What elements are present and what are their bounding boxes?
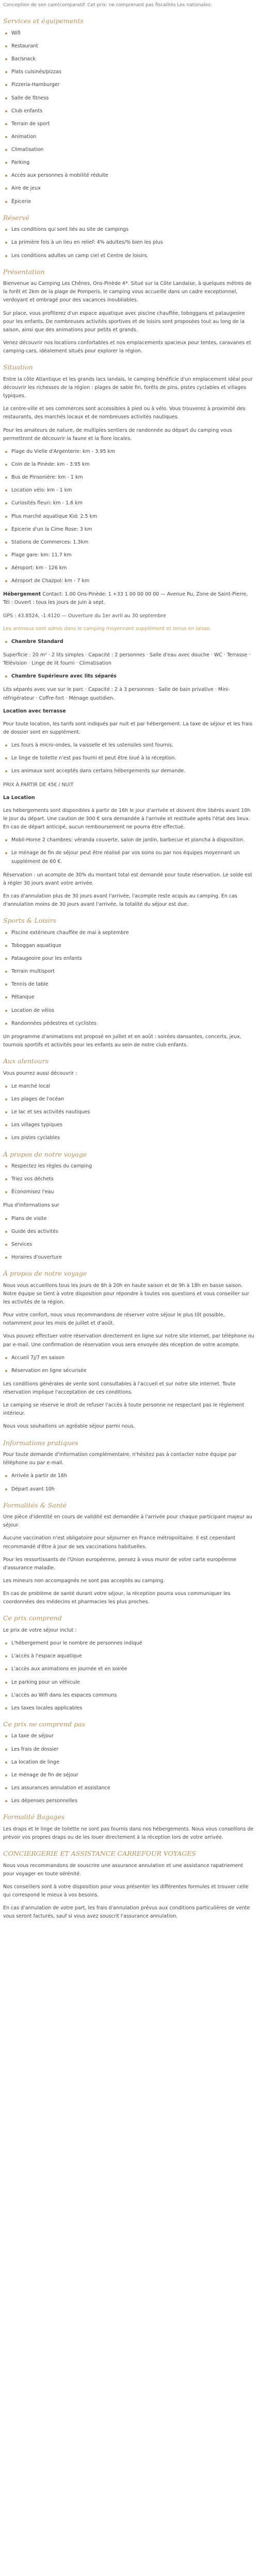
included-list [3,1639,255,1713]
list-item: Plage gare: km: 11.7 km [3,551,255,560]
list-item: Plans de visite [3,1215,255,1223]
paragraph: Pour toute location, les tarifs sont indiqués par nuit et par hébergement. La taxe de séjour et les frais de dossier sont en supplément. [3,721,253,736]
nearby-heading: Aux alentours [3,1057,49,1065]
env-list [3,1162,255,1196]
list-item: Plage du Vielle d'Argenterie: km - 3.95 km [3,448,255,456]
env-heading: À propos de notre voyage [3,1150,87,1158]
paragraph: Les hébergements sont disponibles à partir de 16h le jour d'arrivée et doivent être libérés avant 10h le jour du départ. Une caution de 300 € sera demandée à l'arrivée et restituée après l'état des lieux. En cas de départ anticipé, aucun remboursement ne pourra être effectué. [3,807,251,831]
excluded-list [3,1732,255,1805]
contact-section [3,448,255,633]
paragraph: Réservation : un acompte de 30% du montant total est demandé pour toute réservation. Le solde est à régler 30 jours avant votre arrivée. [3,872,252,886]
contact-line [3,590,255,607]
list-item: Respectez les règles du camping [3,1162,255,1171]
practical-heading: Informations pratiques [3,1438,78,1447]
list-item: Les frais de dossier [3,1745,255,1754]
list-item: Triez vos déchets [3,1175,255,1183]
paragraph: Vous pouvez effectuer votre réservation directement en ligne sur notre site internet, par téléphone ou par e-mail. Une confirmation de réservation vous sera envoyée dès réception de votre acompte. [3,1333,254,1348]
list-item: Accès aux personnes à mobilité réduite [3,172,255,180]
practical-list [3,1472,255,1493]
reserve-heading: Réservé [3,213,30,222]
list-item: Les pistes cyclables [3,1134,255,1142]
sports-heading: Sports & Loisirs [3,917,57,925]
rooms-list [3,672,255,681]
list-item: Les conditions qui sont liés au site de campings [3,226,255,234]
paragraph: Les draps et le linge de toilette ne sont pas fournis dans nos hébergements. Nous vous conseillons de prévoir vos propres draps ou de les louer directement à la réception lors de votre arrivée. [3,1826,254,1840]
list-item: Le parking pour un véhicule [3,1679,255,1687]
paragraph: Les mineurs non accompagnés ne sont pas acceptés au camping. [3,1578,165,1584]
list-item: L'accès aux animations en journée et en soirée [3,1665,255,1673]
tarifs-list [3,741,255,775]
included-section [3,1614,255,1712]
paragraph: Entre la côte Atlantique et les grands lacs landais, le camping bénéficie d'un emplacement idéal pour découvrir les richesses de la région : plages de sable fin, forêts de pins, pistes cyclables et villages typiques. [3,376,253,399]
list-item: Aéroport de Chazpol: km - 7 km [3,577,255,585]
list-item: Horaires d'ouverture [3,1253,255,1262]
list-item: La taxe de séjour [3,1732,255,1740]
nearby-section [3,1057,255,1142]
list-item: Les taxes locales applicables [3,1704,255,1713]
list-item: Club enfants [3,107,255,115]
baggage-heading: Formalité Bagages [3,1813,65,1821]
room-text: Superficie : 20 m² · 2 lits simples · Capacité : 2 personnes · Salle d'eau avec douche · WC · Terrasse · Télévision · Linge de lit fourni · Climatisation [3,652,251,667]
list-item: Les fours à micro-ondes, la vaisselle et les ustensiles sont fournis. [3,741,255,750]
situation-section [3,363,255,443]
paragraph: En cas d'annulation de votre part, les frais d'annulation prévus aux conditions particulières de vente vous seront facturés, sauf si vous avez souscrit l'assurance annulation. [3,1905,250,1920]
list-item: Terrain multisport [3,968,255,976]
paragraph: Nous vous accueillons tous les jours de 8h à 20h en haute saison et de 9h à 18h en basse saison. Notre équipe se tient à votre disposition pour répondre à toutes vos questions et vous conseiller sur les activités de la région. [3,1282,249,1305]
presentation-section [3,267,255,356]
list-item: Location de vélos [3,1007,255,1015]
list-item: Services [3,1241,255,1249]
situation-heading: Situation [3,363,33,371]
pets-line: Les animaux sont admis dans le camping moyennant supplément et tenus en laisse. [3,625,212,632]
list-item: Guide des activités [3,1228,255,1236]
paragraph: Les conditions générales de vente sont consultables à l'accueil et sur notre site internet. Toute réservation implique l'acceptation de ces conditions. [3,1381,236,1396]
list-item: Les plages de l'océan [3,1095,255,1104]
location-label [3,794,255,802]
excluded-section [3,1720,255,1805]
voyage-heading: À propos de notre voyage [3,1269,87,1278]
list-item: Climatisation [3,146,255,154]
list-item: Plats cuisinés/pizzas [3,68,255,76]
reserve-section [3,213,255,260]
sports-section [3,916,255,1049]
excluded-heading: Ce prix ne comprend pas [3,1720,86,1728]
list-item: Le ménage de fin de séjour peut être réalisé par vos soins ou par nos équipes moyennant un supplément de 60 €. [3,849,255,866]
insurance-heading: CONCIERGERIE ET ASSISTANCE CARREFOUR VOYAGES [3,1850,196,1858]
room-item [3,672,255,681]
list-item: Arrivée à partir de 16h [3,1472,255,1480]
tarifs-section [3,707,255,789]
paragraph: En cas de problème de santé durant votre séjour, la réception pourra vous communiquer les coordonnées des médecins et pharmacies les plus proches. [3,1591,231,1605]
list-item: Bus de Pinsonière: km - 1 km [3,473,255,482]
list-item: Location vélo: km - 1 km [3,486,255,495]
services-section [3,16,255,206]
list-item: Les dépenses personnelles [3,1797,255,1805]
gps-line: GPS : 43.8524, -1.4120 — Ouverture du 1er avril au 30 septembre [3,613,166,619]
voyage-section [3,1269,255,1431]
list-item: Pizzeria-Hamburger [3,81,255,89]
sports-list [3,929,255,1028]
included-heading: Ce prix comprend [3,1614,62,1622]
list-item: Le linge de toilette n'est pas fourni et peut être loué à la réception. [3,754,255,762]
formalites-section [3,1501,255,1607]
paragraph: Pour les amateurs de nature, de multiples sentiers de randonnée au départ du camping vous permettront de découvrir la faune et la flore locales. [3,427,232,442]
paragraph: Bienvenue au Camping Les Chênes, Ons-Pinède 4*. Situé sur la Côte Landaise, à quelques mètres de la forêt et 2km de la plage de Pomperis, le camping vous accueille dans un cadre exceptionnel, verdoyant et ombragé pour des vacances inoubliables. [3,281,252,303]
voyage-list [3,1354,255,1375]
rooms-section [3,638,255,703]
list-item: La location de linge [3,1758,255,1767]
practical-section [3,1438,255,1494]
rules-section [3,836,255,909]
location-label-text: La Location [3,794,35,801]
paragraph: Aucune vaccination n'est obligatoire pour séjourner en France métropolitaine. Il est cependant recommandé d'être à jour de ses vaccinations habituelles. [3,1535,236,1550]
services-heading: Services et équipements [3,17,84,25]
list-item: Le ménage de fin de séjour [3,1771,255,1780]
list-item: Accueil 7j/7 en saison [3,1354,255,1362]
list-item: Aéroport: km - 126 km [3,564,255,572]
paragraph: Une pièce d'identité en cours de validité est demandée à l'arrivée pour chaque participant majeur au séjour. [3,1514,252,1529]
list-item: Parking [3,159,255,167]
list-item: L'accès au Wifi dans les espaces communs [3,1691,255,1700]
list-item: Plus marché aquatique Kid: 2.5 km [3,513,255,521]
distances-list [3,448,255,586]
list-item: Pataugeoire pour les enfants [3,955,255,963]
list-item: Le marché local [3,1082,255,1091]
presentation-heading: Présentation [3,267,45,276]
list-item: Les villages typiques [3,1121,255,1129]
intro-text: Conception de son cam(comparatif. Cet prix: ne comprenant pas fiscalités Les nationales: [3,3,212,8]
room-text: Lits séparés avec vue sur le parc · Capacité : 2 à 3 personnes · Salle de bain privative · Mini-réfrigérateur · Coffre-fort · Ménage quotidien. [3,687,230,701]
list-item: Les assurances annulation et assistance [3,1784,255,1792]
rooms-list [3,638,255,646]
room-item [3,638,255,646]
paragraph: Nous vous souhaitons un agréable séjour parmi nous. [3,1423,135,1430]
room-title: Chambre Supérieure avec lits séparés [11,673,117,680]
list-item: Réservation en ligne sécurisée [3,1367,255,1375]
paragraph: Sur place, vous profiterez d'un espace aquatique avec piscine chauffée, toboggans et pataugeoire pour les enfants. De nombreuses activités sportives et de loisirs sont proposées tout au long de la saison, ainsi que des animations pour petits et grands. [3,310,245,333]
location-section [3,794,255,832]
services-list [3,29,255,206]
list-item: L'accès à l'espace aquatique [3,1652,255,1660]
list-item: Bar/snack [3,55,255,63]
paragraph: Nos conseillers sont à votre disposition pour vous présenter les différentes formules et trouver celle qui correspond le mieux à vos besoins. [3,1884,249,1898]
formalites-heading: Formalités & Santé [3,1501,67,1509]
rules-list [3,836,255,866]
env-section [3,1150,255,1262]
paragraph: Vous pourrez aussi découvrir : [3,1070,77,1076]
baggage-section [3,1812,255,1842]
list-item: Économisez l'eau [3,1188,255,1196]
paragraph: Pour votre confort, nous vous recommandons de réserver votre séjour le plus tôt possible, notamment pour les mois de juillet et d'août. [3,1312,225,1327]
list-item: Départ avant 10h [3,1485,255,1494]
list-item: Le lac et ses activités nautiques [3,1108,255,1116]
list-item: Coin de la Pinède: km - 3.95 km [3,461,255,469]
nearby-list [3,1082,255,1143]
list-item: Salle de fitness [3,94,255,103]
paragraph: Un programme d'animations est proposé en juillet et en août : soirées dansantes, concerts, jeux, tournois sportifs et activités pour les enfants au sein de notre club enfants. [3,1033,241,1048]
reserve-list [3,226,255,260]
paragraph: Pour les ressortissants de l'Union européenne, pensez à vous munir de votre carte européenne d'assurance maladie. [3,1556,237,1571]
list-item: Curiosités fleuri: km - 1.6 km [3,499,255,507]
list-item: Les animaux sont acceptés dans certains hébergements sur demande. [3,767,255,775]
paragraph: Le camping se réserve le droit de refuser l'accès à toute personne ne respectant pas le règlement intérieur. [3,1402,245,1417]
insurance-section [3,1849,255,1921]
room-title: Chambre Standard [11,638,63,645]
list-item: Pétanque [3,993,255,1002]
paragraph: En cas d'annulation plus de 30 jours avant l'arrivée, l'acompte reste acquis au camping. En cas d'annulation moins de 30 jours avant l'arrivée, la totalité du séjour est due. [3,893,237,908]
hebergement-label: Hébergement [3,591,41,598]
list-item: Stations de Commerces: 1.3km [3,538,255,547]
paragraph: Venez découvrir nos locations confortables et nos emplacements spacieux pour tentes, caravanes et camping-cars, idéalement situés pour explorer la région. [3,340,251,354]
list-item: Randonnées pédestres et cyclistes [3,1020,255,1028]
list-item: Piscine extérieure chauffée de mai à septembre [3,929,255,937]
list-item: Toboggan aquatique [3,942,255,950]
tarifs-title-text: Location avec terrasse [3,708,66,714]
list-item: Mobil-Home 2 chambres: véranda couverte, salon de jardin, barbecue et plancha à disposition. [3,836,255,844]
list-item: Épicerie [3,198,255,206]
list-item: Tennis de table [3,980,255,989]
tarifs-title [3,707,255,716]
contact-details: Contact: 1.00 Ons-Pinède: 1 +33 1 00 00 00 00 — Avenue Ru, Zone de Saint-Pierre, Tél : Ouvert : tous les jours de juin à sept. [3,591,248,606]
list-item: Epicerie d'un la Cime Rose: 3 km [3,526,255,534]
paragraph: Le prix de votre séjour inclut : [3,1627,77,1633]
env-list [3,1215,255,1262]
list-item: Terrain de sport [3,120,255,128]
list-item: Wifi [3,29,255,38]
paragraph: Plus d'informations sur [3,1202,59,1209]
list-item: Restaurant [3,42,255,50]
list-item: La primière fois à un lieu en relief: 4% adultes/% bien les plus [3,239,255,247]
list-item: Aire de jeux [3,184,255,193]
list-item: Les conditions adultes un camp ciel et Centre de loisirs. [3,252,255,260]
list-item: Animation [3,133,255,141]
price-note: PRIX À PARTIR DE 45€ / NUIT [3,782,74,788]
paragraph: Pour toute demande d'information complémentaire, n'hésitez pas à contacter notre équipe par téléphone ou par e-mail. [3,1452,237,1466]
paragraph: Nous vous recommandons de souscrire une assurance annulation et une assistance rapatriement pour voyager en toute sérénité. [3,1862,244,1877]
paragraph: Le centre-ville et ses commerces sont accessibles à pied ou à vélo. Vous trouverez à proximité des restaurants, des marchés locaux et de nombreuses activités nautiques. [3,406,246,420]
list-item: L'hébergement pour le nombre de personnes indiqué [3,1639,255,1648]
